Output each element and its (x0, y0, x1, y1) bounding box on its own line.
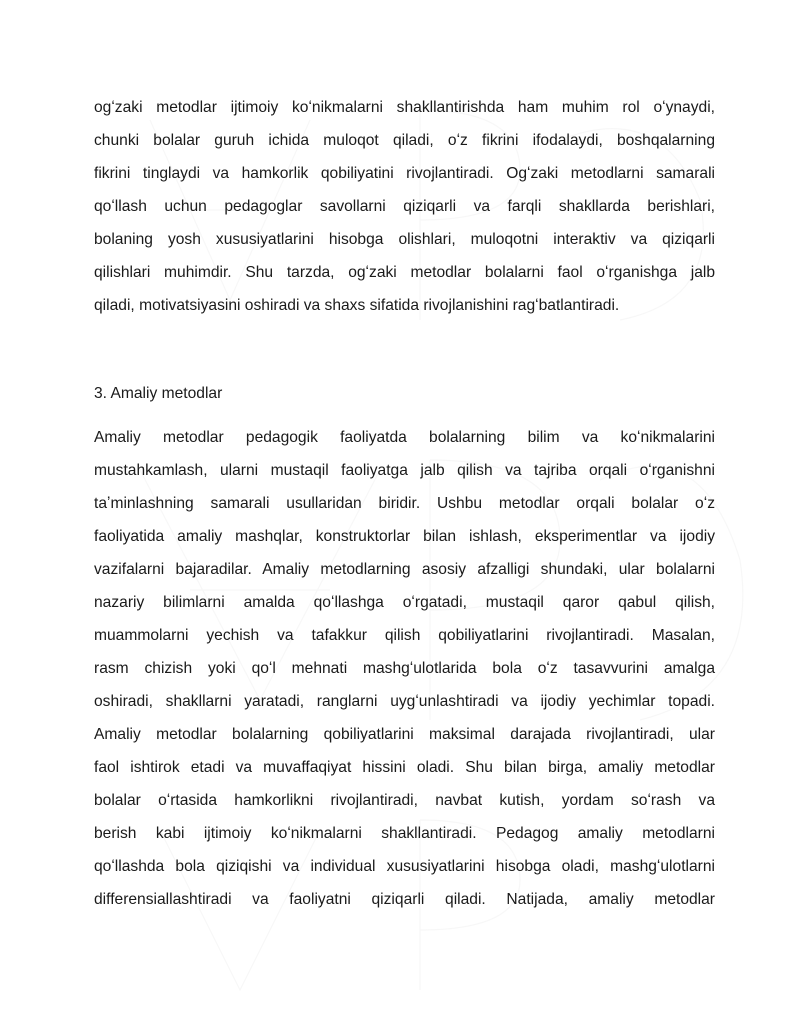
text-line: ogʻzaki metodlar ijtimoiy koʻnikmalarni shakllantirishda ham muhim rol oʻynaydi, (94, 99, 715, 116)
text-line: qoʻllashda bola qiziqishi va individual xususiyatlarini hisobga oladi, mashgʻulotlarni (94, 858, 715, 875)
text-line: oshiradi, shakllarni yaratadi, ranglarni uygʻunlashtiradi va ijodiy yechimlar topadi. (94, 693, 715, 710)
document-body (94, 91, 715, 916)
paragraph-practical-methods (94, 421, 715, 916)
text-line: qiladi, motivatsiyasini oshiradi va shaxs sifatida rivojlanishini ragʻbatlantiradi. (94, 297, 620, 314)
text-line: bolaning yosh xususiyatlarini hisobga olishlari, muloqotni interaktiv va qiziqarli (94, 231, 715, 248)
text-line: rasm chizish yoki qoʻl mehnati mashgʻulotlarida bola oʻz tasavvurini amalga (94, 660, 715, 677)
text-line: differensiallashtiradi va faoliyatni qiziqarli qiladi. Natijada, amaliy metodlar (94, 891, 715, 908)
text-line: fikrini tinglaydi va hamkorlik qobiliyatini rivojlantiradi. Ogʻzaki metodlarni samarali (94, 165, 715, 182)
text-line: nazariy bilimlarni amalda qoʻllashga oʻrgatadi, mustaqil qaror qabul qilish, (94, 594, 715, 611)
text-line: Amaliy metodlar pedagogik faoliyatda bolalarning bilim va koʻnikmalarini (94, 429, 715, 446)
text-line: vazifalarni bajaradilar. Amaliy metodlarning asosiy afzalligi shundaki, ular bolalarni (94, 561, 715, 578)
text-line: Amaliy metodlar bolalarning qobiliyatlarini maksimal darajada rivojlantiradi, ular (94, 726, 715, 743)
paragraph-oral-methods (94, 91, 715, 322)
text-line: muammolarni yechish va tafakkur qilish qobiliyatlarini rivojlantiradi. Masalan, (94, 627, 715, 644)
text-line: berish kabi ijtimoiy koʻnikmalarni shakllantiradi. Pedagog amaliy metodlarni (94, 825, 715, 842)
text-line: bolalar oʻrtasida hamkorlikni rivojlantiradi, navbat kutish, yordam soʻrash va (94, 792, 715, 809)
text-line: mustahkamlash, ularni mustaqil faoliyatga jalb qilish va tajriba orqali oʻrganishni (94, 462, 715, 479)
text-line: faol ishtirok etadi va muvaffaqiyat hissini oladi. Shu bilan birga, amaliy metodlar (94, 759, 715, 776)
section-heading: 3. Amaliy metodlar (94, 385, 223, 402)
text-line: faoliyatida amaliy mashqlar, konstruktorlar bilan ishlash, eksperimentlar va ijodiy (94, 528, 715, 545)
text-line: qoʻllash uchun pedagoglar savollarni qiziqarli va farqli shakllarda berishlari, (94, 198, 715, 215)
text-line: taʼminlashning samarali usullaridan biridir. Ushbu metodlar orqali bolalar oʻz (94, 495, 715, 512)
text-line: qilishlari muhimdir. Shu tarzda, ogʻzaki metodlar bolalarni faol oʻrganishga jalb (94, 264, 715, 281)
text-line: chunki bolalar guruh ichida muloqot qiladi, oʻz fikrini ifodalaydi, boshqalarning (94, 132, 715, 149)
